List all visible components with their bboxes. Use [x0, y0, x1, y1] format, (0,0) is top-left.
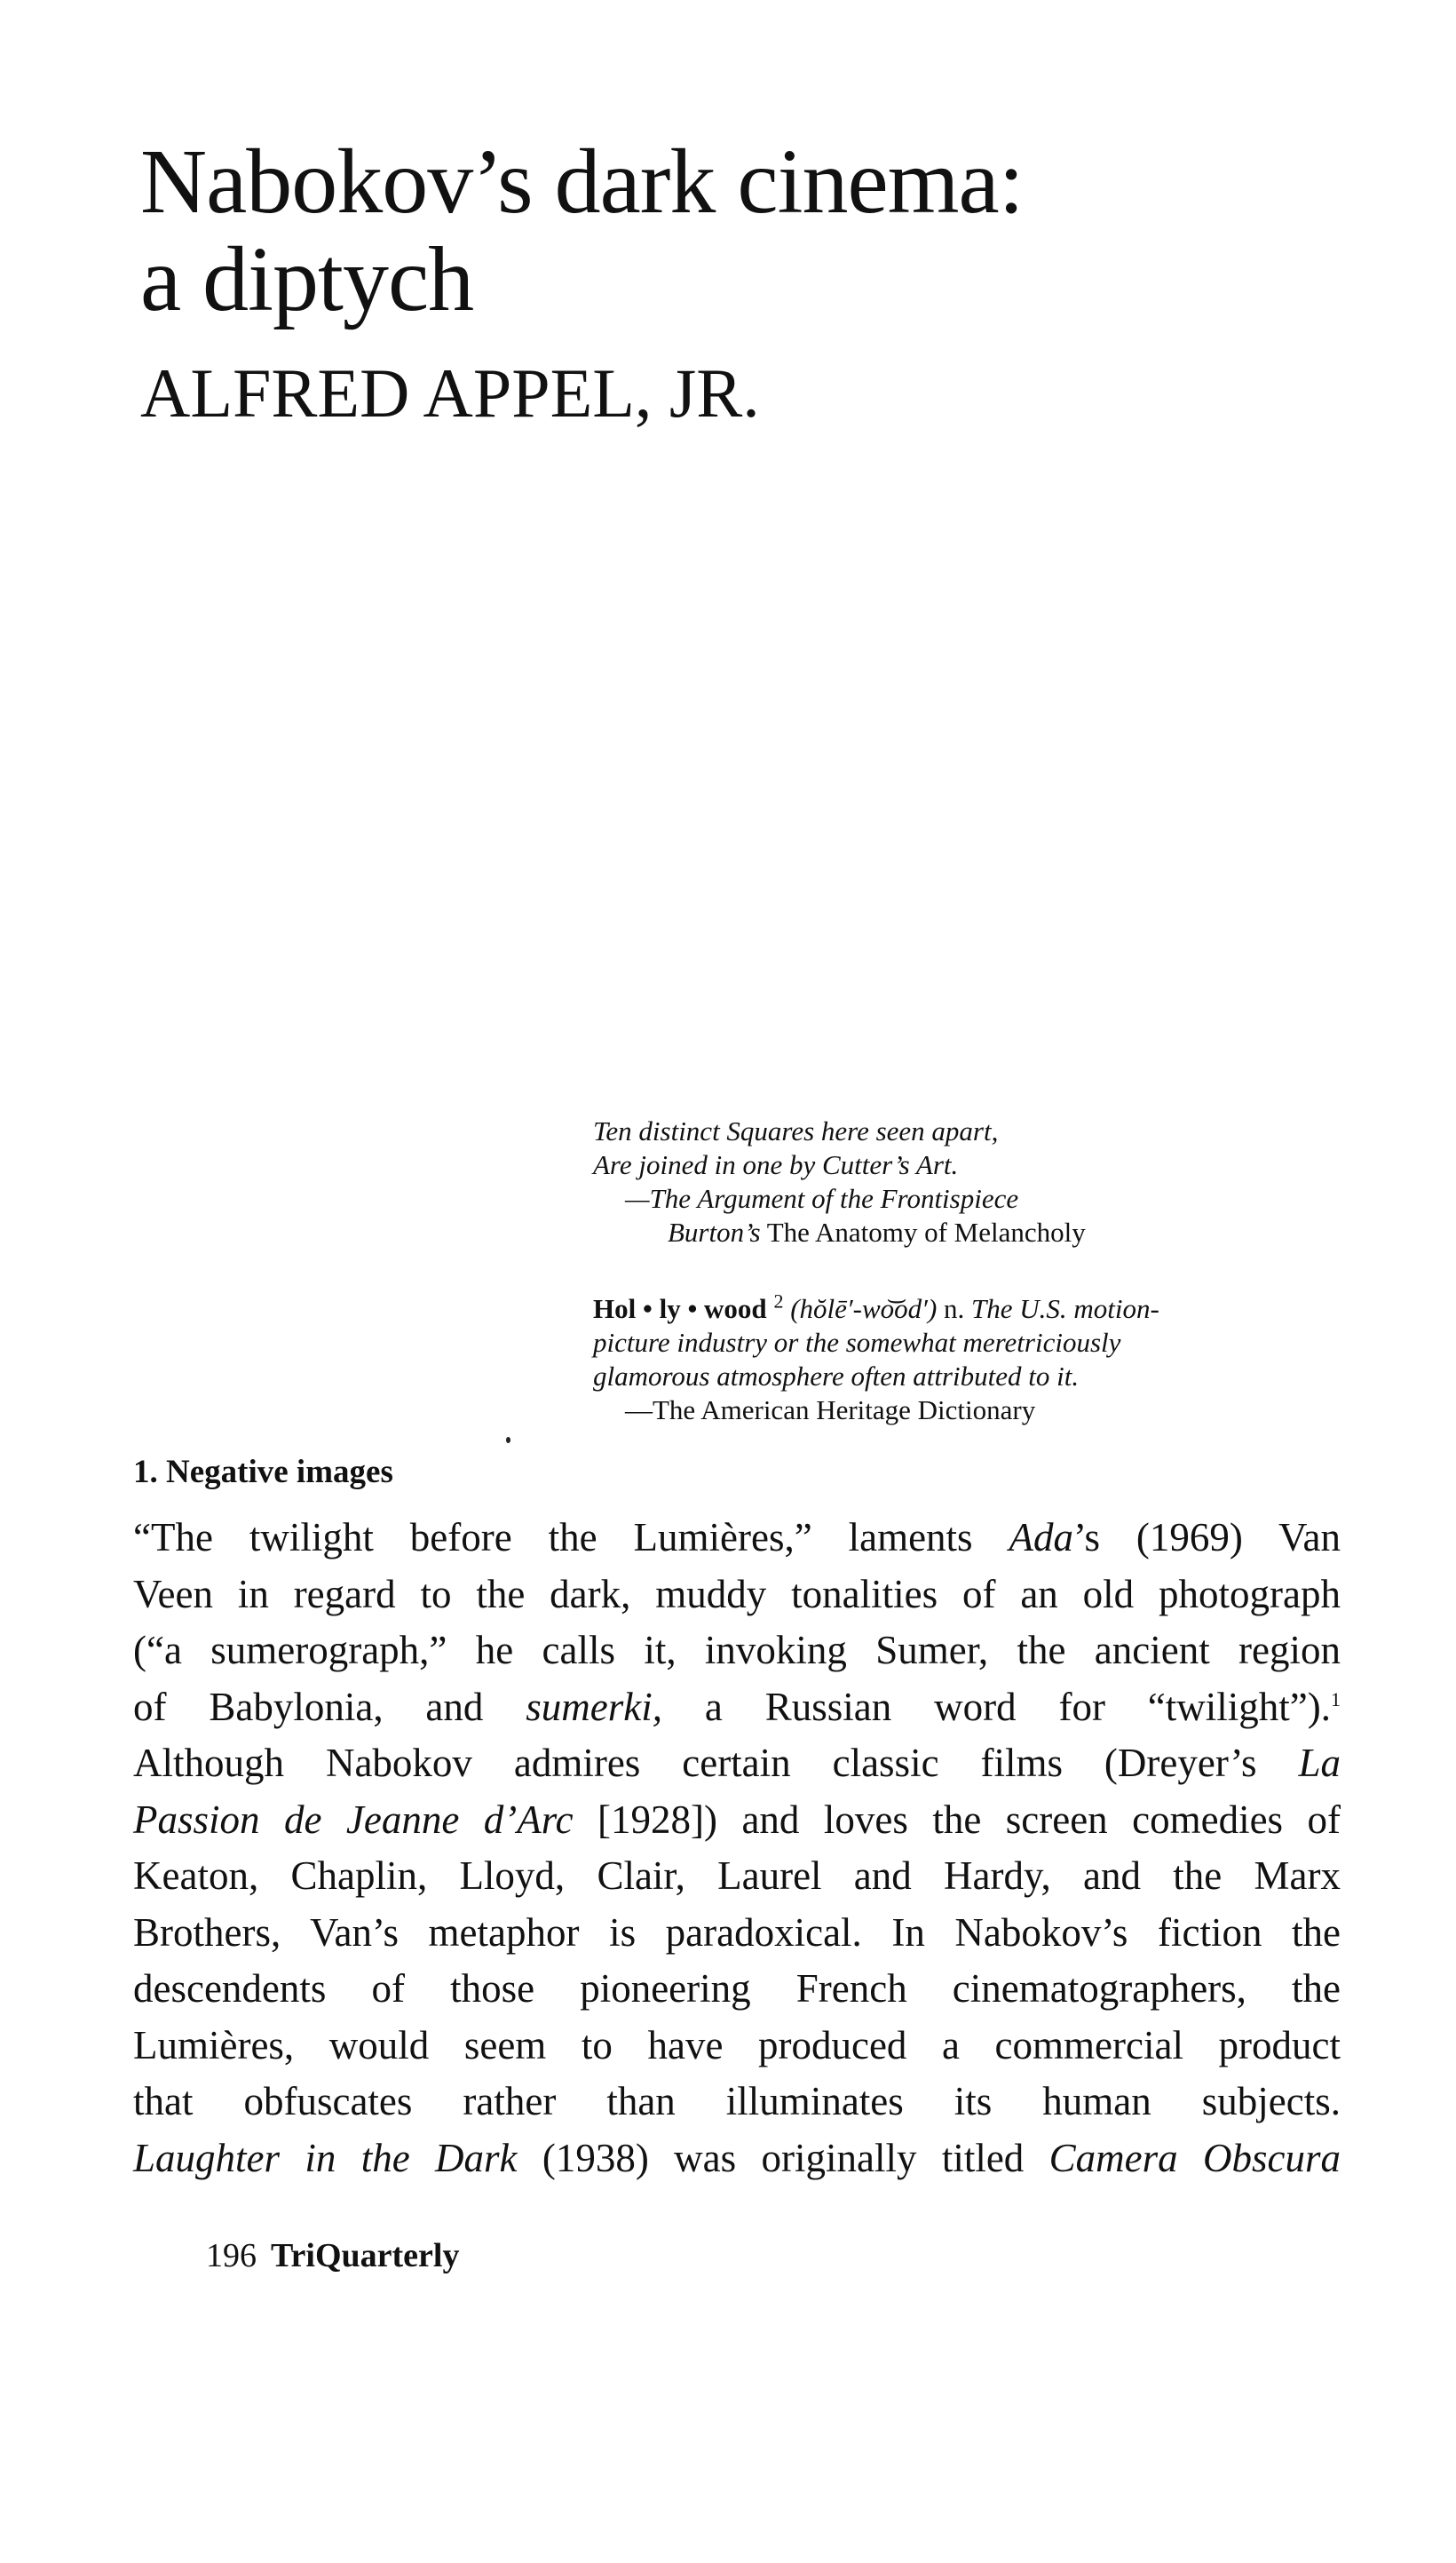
- body-line-7: Keaton, Chaplin, Lloyd, Clair, Laurel and Hardy, and the Marx: [133, 1853, 1341, 1898]
- body-line-9: descendents of those pioneering French cinematographers, the: [133, 1966, 1341, 2011]
- book-title-camera-obscura: Camera Obscura: [1048, 2135, 1341, 2180]
- body-text-run: a Russian word for “twilight”).: [662, 1684, 1331, 1729]
- book-title-ada: Ada: [1009, 1515, 1073, 1559]
- body-line-2: Veen in regard to the dark, muddy tonalities of an old photograph: [133, 1571, 1341, 1616]
- dict-source: —The American Heritage Dictionary: [625, 1394, 1036, 1425]
- body-text-run: [1928]) and loves the screen comedies of: [573, 1797, 1341, 1842]
- dict-definition-3: glamorous atmosphere often attributed to it.: [593, 1361, 1080, 1392]
- body-paragraph: [133, 1510, 1341, 2186]
- dict-pronunciation: (hŏlē′-wo͝od′): [790, 1293, 938, 1324]
- epigraph-source-author: Burton’s: [668, 1217, 761, 1248]
- stray-mark: [506, 1437, 510, 1443]
- author-name: ALFRED APPEL, JR.: [140, 354, 760, 432]
- film-title-end: Passion de Jeanne d’Arc: [133, 1797, 574, 1842]
- body-line-3: (“a sumerograph,” he calls it, invoking Sumer, the ancient region: [133, 1628, 1341, 1672]
- dict-line-1: [593, 1289, 1392, 1326]
- section-heading: 1. Negative images: [133, 1454, 393, 1490]
- page-number: 196: [206, 2237, 257, 2274]
- epigraph-attribution: —The Argument of the Frontispiece: [625, 1183, 1019, 1214]
- book-title-laughter: Laughter in the Dark: [133, 2135, 518, 2180]
- body-line-5: [133, 1735, 1341, 1792]
- dict-headword: Hol • ly • wood: [593, 1293, 767, 1324]
- footnote-marker[interactable]: 1: [1330, 1687, 1341, 1710]
- body-text-run: (1938) was originally titled: [517, 2135, 1049, 2180]
- page-footer: [206, 2236, 459, 2275]
- journal-name: TriQuarterly: [271, 2237, 460, 2274]
- body-line-8: Brothers, Van’s metaphor is paradoxical. In Nabokov’s fiction the: [133, 1909, 1341, 1955]
- article-title: [140, 133, 1024, 329]
- film-title-start: La: [1298, 1741, 1341, 1785]
- body-text-run: ’s (1969) Van: [1073, 1515, 1341, 1559]
- dict-definition-1: The U.S. motion-: [971, 1293, 1159, 1324]
- dictionary-epigraph: [593, 1289, 1392, 1427]
- body-text-run: Although Nabokov admires certain classic films (Dreyer’s: [133, 1741, 1299, 1785]
- body-line-10: Lumières, would seem to have produced a commercial product: [133, 2022, 1341, 2067]
- title-line-2: a diptych: [140, 228, 474, 330]
- body-line-6: [133, 1792, 1341, 1849]
- body-line-4: [133, 1679, 1341, 1736]
- body-line-1: [133, 1510, 1341, 1567]
- epigraph-source: [593, 1216, 1392, 1250]
- body-line-11: that obfuscates rather than illuminates its human subjects.: [133, 2079, 1341, 2123]
- body-text-run: “The twilight before the Lumières,” laments: [133, 1515, 1009, 1559]
- title-line-1: Nabokov’s dark cinema:: [140, 131, 1024, 233]
- dict-sense-number: 2: [773, 1289, 784, 1313]
- body-line-12: [133, 2131, 1341, 2187]
- body-text-run: of Babylonia, and: [133, 1684, 526, 1729]
- russian-word-sumerki: sumerki,: [526, 1684, 663, 1729]
- dict-definition-2: picture industry or the somewhat meretriciously: [593, 1327, 1121, 1358]
- epigraph-line-1: Ten distinct Squares here seen apart,: [593, 1115, 999, 1147]
- epigraph-source-title: The Anatomy of Melancholy: [760, 1217, 1086, 1248]
- dict-part-of-speech: n.: [944, 1293, 965, 1324]
- epigraph-burton: [593, 1115, 1392, 1250]
- epigraph-line-2: Are joined in one by Cutter’s Art.: [593, 1149, 959, 1180]
